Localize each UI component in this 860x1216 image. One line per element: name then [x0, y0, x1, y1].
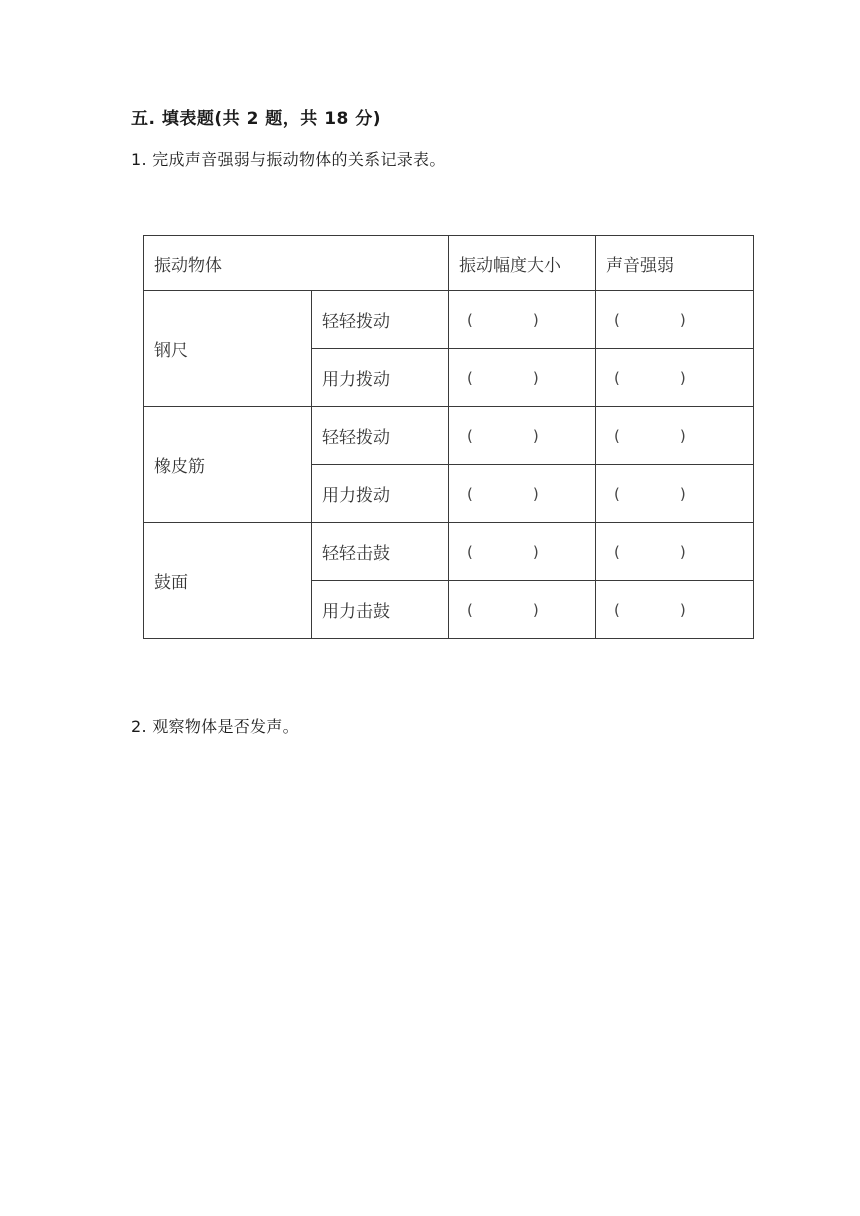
open-paren: ( — [614, 368, 620, 387]
action-cell: 轻轻拨动 — [312, 407, 449, 465]
header-amplitude: 振动幅度大小 — [449, 236, 596, 291]
section-heading: 五. 填表题(共 2 题，共 18 分) — [131, 109, 382, 129]
open-paren: ( — [614, 600, 620, 619]
table-row — [144, 523, 754, 581]
loudness-answer-blank[interactable] — [596, 407, 754, 465]
amplitude-answer-blank[interactable] — [449, 523, 596, 581]
close-paren: ) — [679, 426, 686, 445]
close-paren: ) — [532, 600, 539, 619]
open-paren: ( — [614, 542, 620, 561]
close-paren: ) — [679, 368, 686, 387]
open-paren: ( — [467, 310, 473, 329]
close-paren: ) — [679, 600, 686, 619]
close-paren: ) — [532, 542, 539, 561]
close-paren: ) — [679, 310, 686, 329]
close-paren: ) — [532, 368, 539, 387]
table-header-row — [144, 236, 754, 291]
close-paren: ) — [532, 426, 539, 445]
action-cell: 用力拨动 — [312, 465, 449, 523]
open-paren: ( — [467, 426, 473, 445]
object-cell: 橡皮筋 — [144, 407, 312, 523]
amplitude-answer-blank[interactable] — [449, 465, 596, 523]
table-row — [144, 407, 754, 465]
close-paren: ) — [532, 310, 539, 329]
question-1-text: 1. 完成声音强弱与振动物体的关系记录表。 — [131, 150, 446, 169]
open-paren: ( — [614, 310, 620, 329]
loudness-answer-blank[interactable] — [596, 581, 754, 639]
table-row — [144, 291, 754, 349]
open-paren: ( — [614, 426, 620, 445]
amplitude-answer-blank[interactable] — [449, 291, 596, 349]
close-paren: ) — [679, 484, 686, 503]
loudness-answer-blank[interactable] — [596, 291, 754, 349]
action-cell: 轻轻拨动 — [312, 291, 449, 349]
open-paren: ( — [467, 368, 473, 387]
loudness-answer-blank[interactable] — [596, 349, 754, 407]
object-cell: 鼓面 — [144, 523, 312, 639]
amplitude-answer-blank[interactable] — [449, 349, 596, 407]
action-cell: 轻轻击鼓 — [312, 523, 449, 581]
action-cell: 用力击鼓 — [312, 581, 449, 639]
object-cell: 钢尺 — [144, 291, 312, 407]
action-cell: 用力拨动 — [312, 349, 449, 407]
close-paren: ) — [532, 484, 539, 503]
question-2-text: 2. 观察物体是否发声。 — [131, 717, 299, 736]
header-vibrating-object: 振动物体 — [144, 236, 449, 291]
open-paren: ( — [467, 600, 473, 619]
open-paren: ( — [467, 542, 473, 561]
loudness-answer-blank[interactable] — [596, 523, 754, 581]
loudness-answer-blank[interactable] — [596, 465, 754, 523]
header-loudness: 声音强弱 — [596, 236, 754, 291]
amplitude-answer-blank[interactable] — [449, 581, 596, 639]
amplitude-answer-blank[interactable] — [449, 407, 596, 465]
open-paren: ( — [614, 484, 620, 503]
close-paren: ) — [679, 542, 686, 561]
open-paren: ( — [467, 484, 473, 503]
sound-vibration-record-table — [143, 235, 754, 639]
